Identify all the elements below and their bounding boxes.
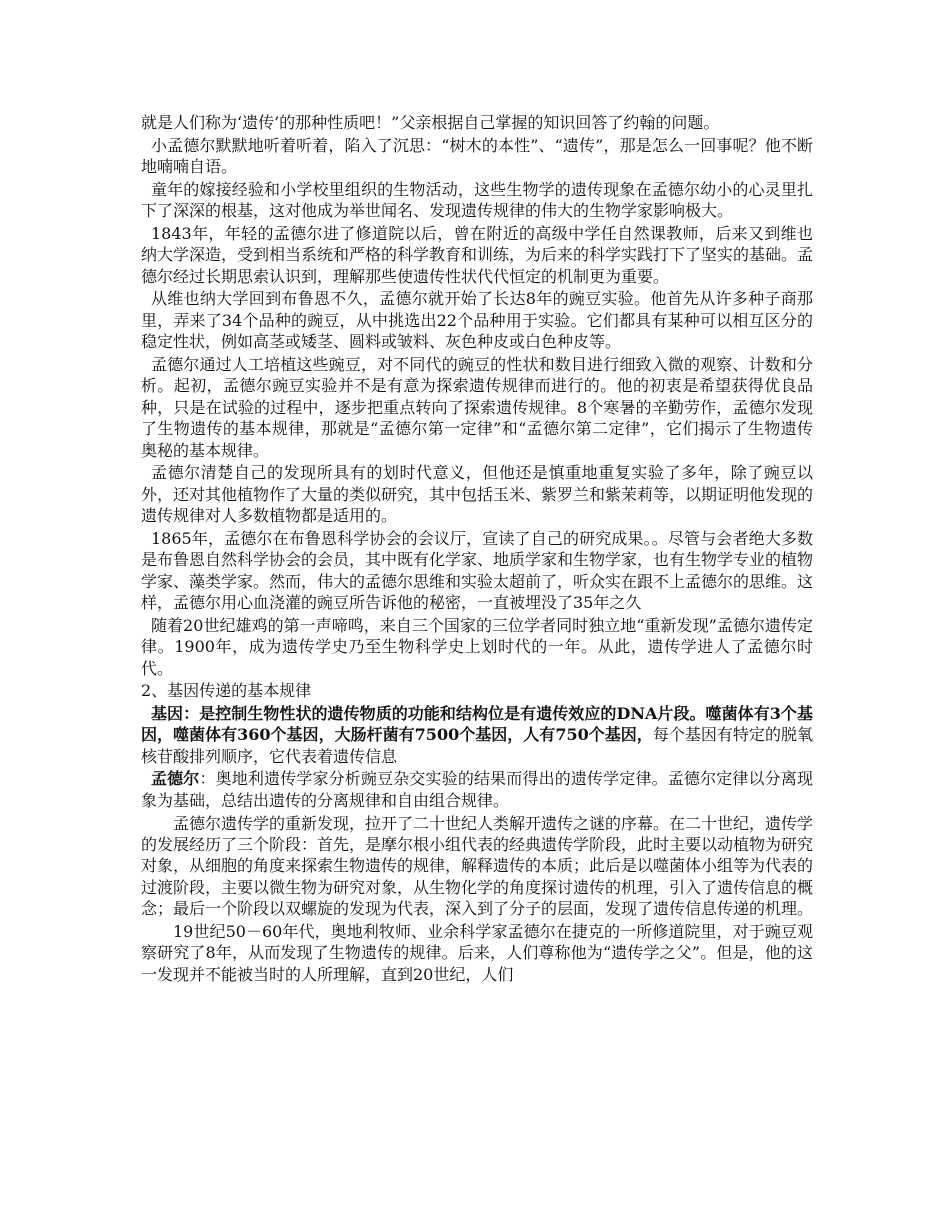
gene-definition [141,703,813,767]
gene-definition-bold: ：是控制生物性状的遗传物质的功能和结构位是有遗传效应的DNA片段。噬菌体有3个基因，噬菌体有360个基因，大肠杆菌有7500个基因，人有750个基因， [141,703,813,745]
section-heading: 2、基因传递的基本规律 [141,681,312,701]
gene-definition-rest: 每个基因有特定的脱氧核苷酸排列顺序，它代表着遗传信息 [141,725,813,766]
mendel-definition [141,768,813,811]
paragraph: 就是人们称为‘遗传’的那种性质吧！”父亲根据自己掌握的知识回答了约翰的问题。 [141,113,720,132]
paragraph: 从维也纳大学回到布鲁恩不久，孟德尔就开始了长达8年的豌豆实验。他首先从许多种子商那里，弄来了34个品种的豌豆，从中挑选出22个品种用于实验。它们都具有某种可以相互区分的稳定性状，例如高茎或矮茎、圆料或皱料、灰色种皮或白色种皮等。 [141,289,813,352]
paragraph: 孟德尔清楚自己的发现所具有的划时代意义，但他还是慎重地重复实验了多年，除了豌豆以外，还对其他植物作了大量的类似研究，其中包括玉米、紫罗兰和紫茉莉等，以期证明他发现的遗传规律对人多数植物都是适用的。 [141,463,814,526]
paragraph: 1865年，孟德尔在布鲁恩科学协会的会议厅，宣读了自己的研究成果。。尽管与会者绝大多数是布鲁恩自然科学协会的会员，其中既有化学家、地质学家和生物学家，也有生物学专业的植物学家、藻类学家。然而，伟大的孟德尔思维和实验太超前了，听众实在跟不上孟德尔的思维。这样，孟德尔用心血浇灌的豌豆所告诉他的秘密，一直被埋没了35年之久 [141,528,814,613]
gene-term: 基因 [151,703,184,723]
paragraph: 随着20世纪雄鸡的第一声啼鸣，来自三个国家的三位学者同时独立地“重新发现”孟德尔遗传定律。1900年，成为遗传学史乃至生物科学史上划时代的一年。从此，遗传学进人了孟德尔时代。 [141,615,813,678]
paragraph: 1843年，年轻的孟德尔进了修道院以后，曾在附近的高级中学任自然课教师，后来又到维也纳大学深造，受到相当系统和严格的科学教育和训练，为后来的科学实践打下了坚实的基础。孟德尔经过长期思索认识到，理解那些使遗传性状代代恒定的机制更为重要。 [141,223,814,286]
mendel-term: 孟德尔 [151,769,200,789]
paragraph: 19世纪50－60年代，奥地利牧师、业余科学家孟德尔在捷克的一所修道院里，对于豌豆观察研究了8年，从而发现了生物遗传的规律。后来，人们尊称他为“遗传学之父”。但是，他的这一发现并不能被当时的人所理解，直到20世纪，人们 [141,921,813,984]
document-page [141,112,813,986]
paragraph: 孟德尔通过人工培植这些豌豆，对不同代的豌豆的性状和数目进行细致入微的观察、计数和分析。起初，孟德尔豌豆实验并不是有意为探索遗传规律而进行的。他的初衷是希望获得优良品种，只是在试验的过程中，逐步把重点转向了探索遗传规律。8个寒暑的辛勤劳作，孟德尔发现了生物遗传的基本规律，那就是“孟德尔第一定律”和“孟德尔第二定律”，它们揭示了生物遗传奥秘的基本规律。 [141,354,813,460]
paragraph: 孟德尔遗传学的重新发现，拉开了二十世纪人类解开遗传之谜的序幕。在二十世纪，遗传学的发展经历了三个阶段：首先，是摩尔根小组代表的经典遗传学阶段，此时主要以动植物为研究对象，从细胞的角度来探索生物遗传的规律，解释遗传的本质；此后是以噬菌体小组等为代表的过渡阶段，主要以微生物为研究对象，从生物化学的角度探讨遗传的机理，引入了遗传信息的概念；最后一个阶段以双螺旋的发现为代表，深入到了分子的层面，发现了遗传信息传递的机理。 [141,813,814,919]
paragraph: 小孟德尔默默地听着听着，陷入了沉思：“树木的本性”、“遗传”，那是怎么一回事呢？他不断地喃喃自语。 [141,135,813,177]
mendel-definition-text: ：奥地利遗传学家分析豌豆杂交实验的结果而得出的遗传学定律。孟德尔定律以分离现象为基础，总结出遗传的分离规律和自由组合规律。 [141,769,813,810]
paragraph: 童年的嫁接经验和小学校里组织的生物活动，这些生物学的遗传现象在孟德尔幼小的心灵里扎下了深深的根基，这对他成为举世闻名、发现遗传规律的伟大的生物学家影响极大。 [141,179,813,221]
